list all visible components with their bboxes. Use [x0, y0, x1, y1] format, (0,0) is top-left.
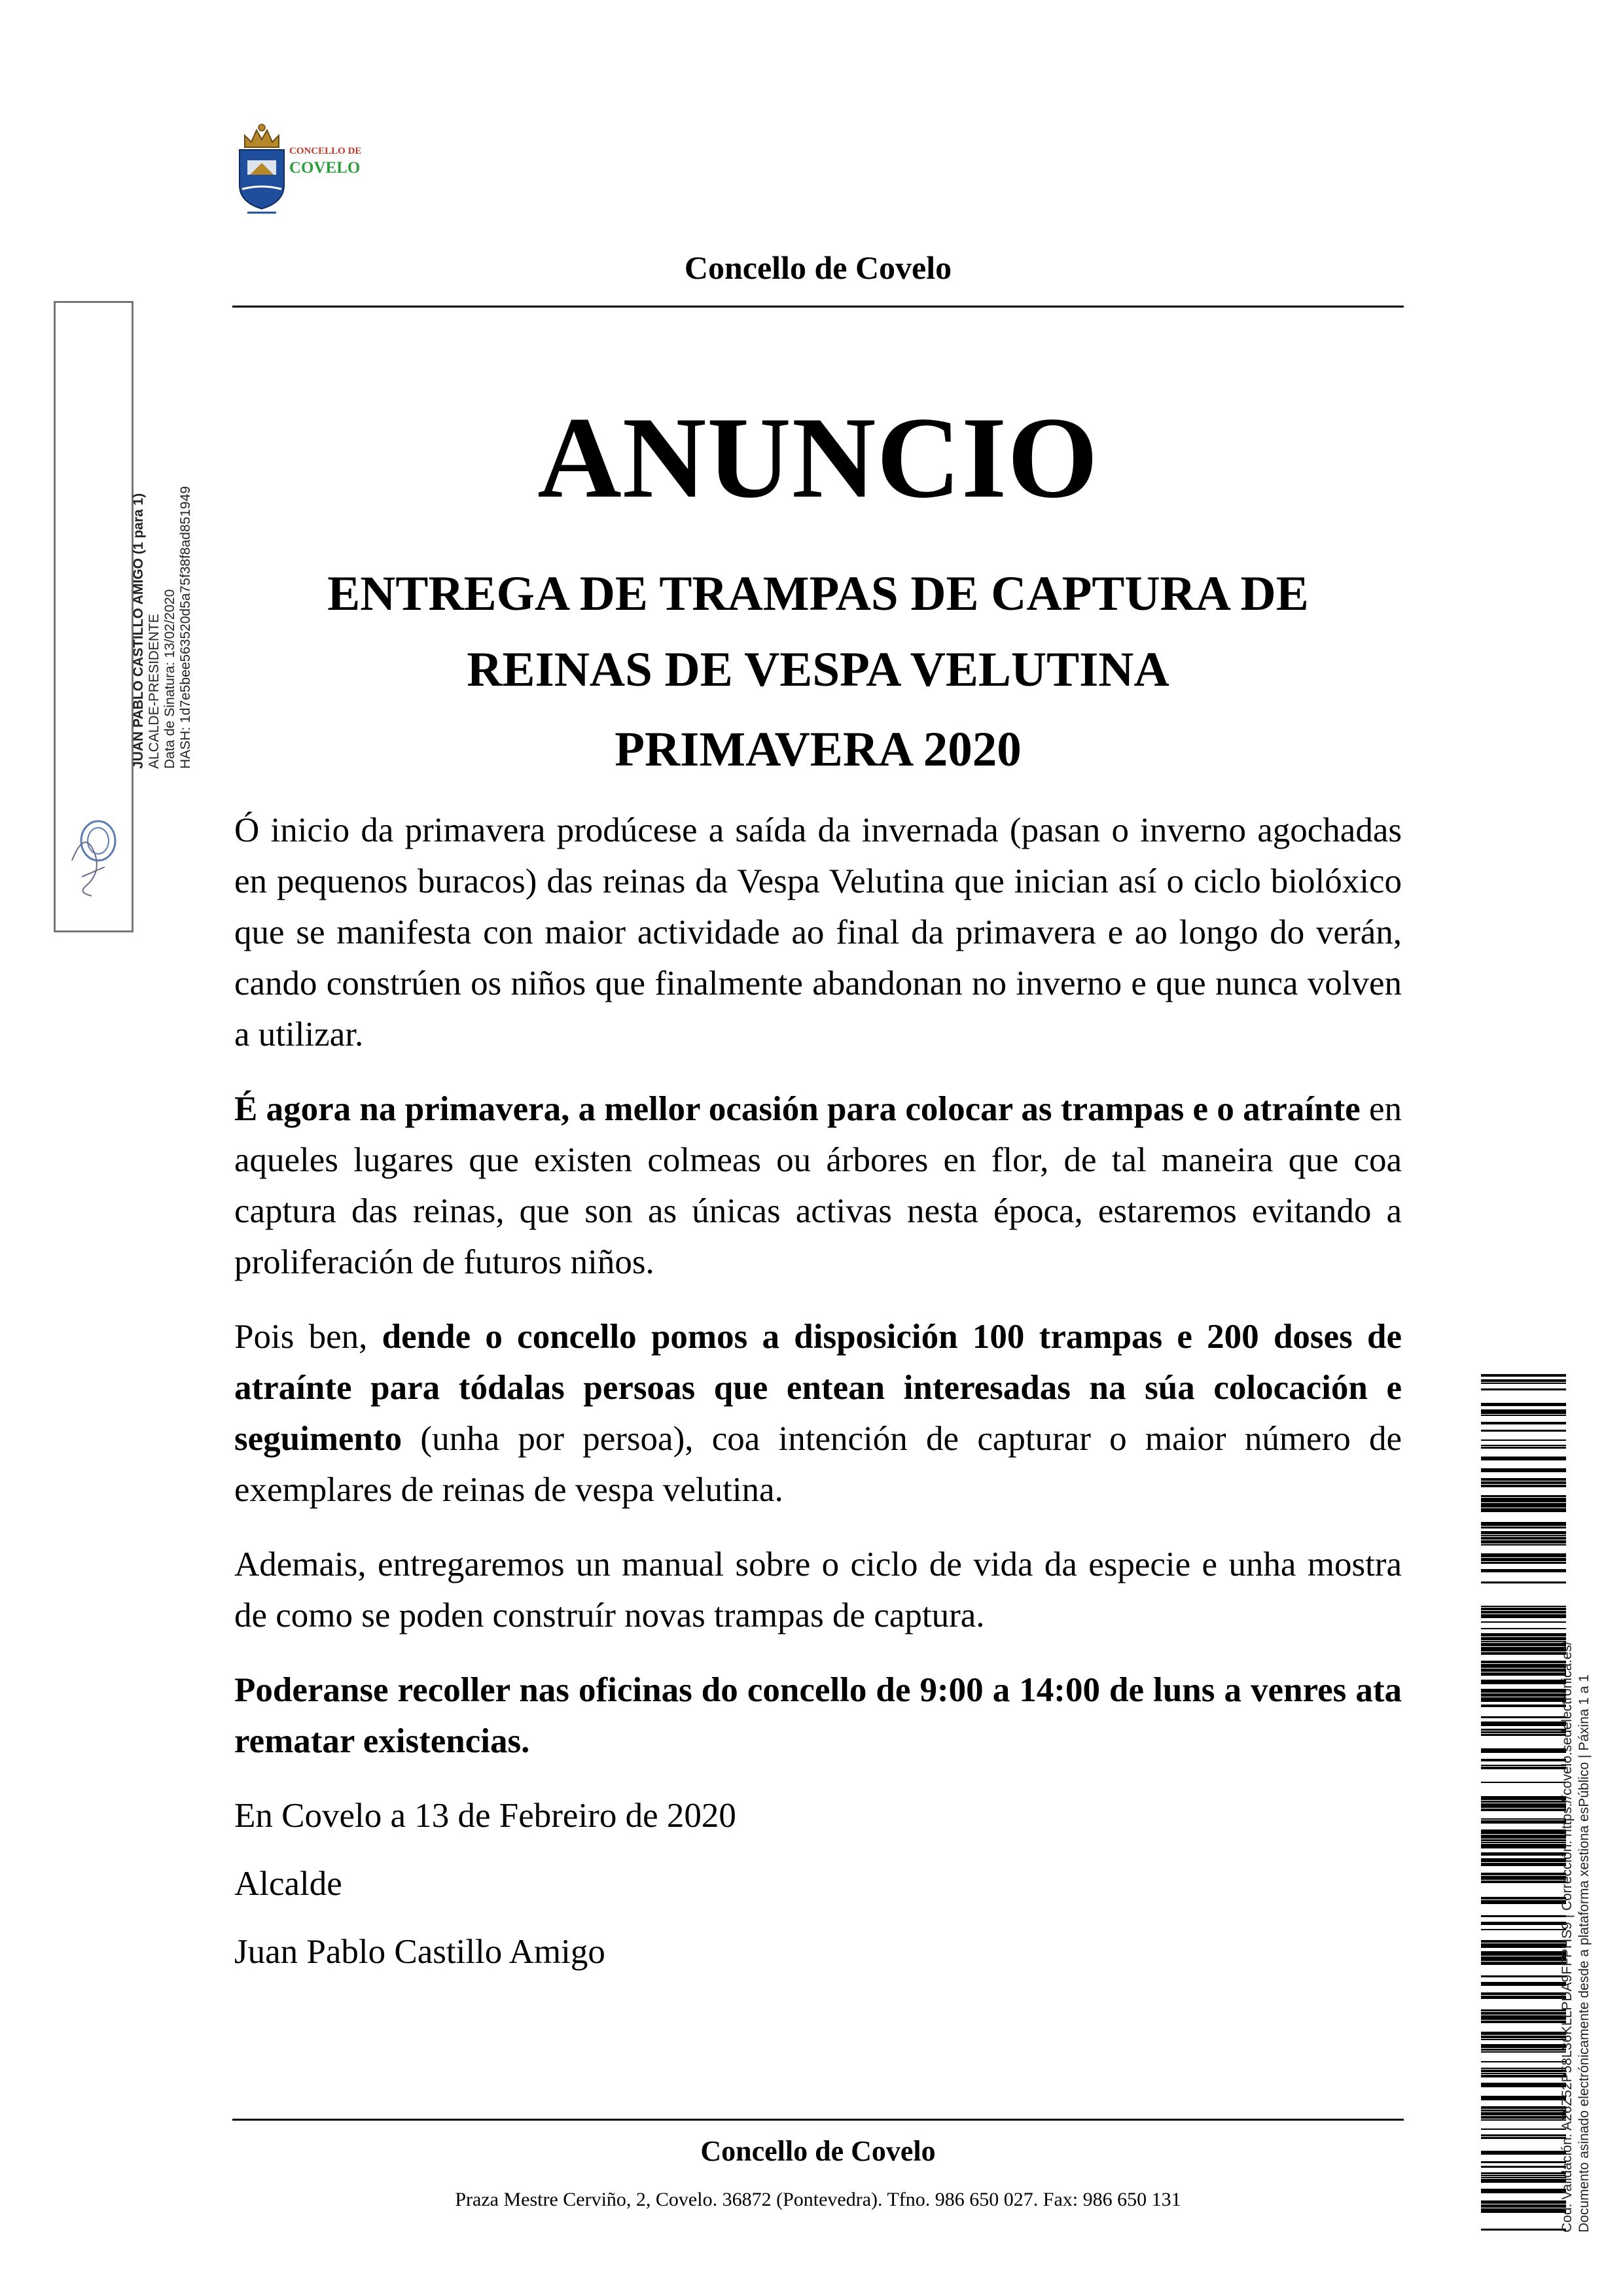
paragraph-intro: Ó inicio da primavera prodúcese a saída da invernada (pasan o inverno agochadas en pequenos buracos) das reinas da Vespa Velutina que inician así o ciclo biolóxico que se manifesta con maior actividade ao final da primavera e ao longo do verán, cando constrúen os niños que finalmente abandonan no inverno e que nunca volven a utilizar.: [234, 811, 1402, 1053]
signature-seal-icon: [65, 815, 122, 900]
date-line: En Covelo a 13 de Febreiro de 2020: [234, 1797, 736, 1835]
paragraph-offer-rest: (unha por persoa), coa intención de capturar o maior número de exemplares de reinas de vespa velutina.: [234, 1420, 1402, 1509]
season-heading: PRIMAVERA 2020: [615, 722, 1022, 777]
paragraph-offer-bold: dende o concello pomos a disposición 100 trampas e 200 doses de atraínte para tódalas persoas que entean interesadas na súa colocación e seguimento: [234, 1318, 1402, 1458]
paragraph-offer: [234, 1311, 1402, 1515]
signatory-name: Juan Pablo Castillo Amigo: [234, 1933, 605, 1971]
logo-text-top: CONCELLO DE: [289, 146, 362, 156]
subtitle-line-2: REINAS DE VESPA VELUTINA: [467, 643, 1169, 697]
paragraph-spring-rest: en aqueles lugares que existen colmeas ou árbores en flor, de tal maneira que coa captura das reinas, que son as únicas activas nesta época, estaremos evitando a proliferación de futuros niños.: [234, 1090, 1402, 1281]
signature-details: [131, 376, 194, 769]
announcement-title: ANUNCIO: [537, 393, 1099, 522]
paragraph-spring-bold: É agora na primavera, a mellor ocasión para colocar as trampas e o atraínte: [234, 1090, 1361, 1128]
logo-text-bottom: COVELO: [289, 159, 361, 177]
footer-address: Praza Mestre Cerviño, 2, Covelo. 36872 (Pontevedra). Tfno. 986 650 027. Fax: 986 650 131: [455, 2189, 1181, 2210]
announcement-body: [234, 805, 1402, 1994]
barcode-icon: [1481, 1374, 1566, 2234]
signature-hash: HASH: 1d7e5bee563520d5a75f38f8ad851949: [178, 486, 193, 769]
concello-logo: [236, 121, 386, 219]
subtitle-line-1: ENTREGA DE TRAMPAS DE CAPTURA DE: [327, 567, 1309, 621]
header-divider: [232, 306, 1404, 308]
footer-title: Concello de Covelo: [700, 2135, 936, 2167]
signature-signer: JUAN PABLO CASTILLO AMIGO (1 para 1): [131, 493, 146, 769]
signature-date: Data de Sinatura: 13/02/2020: [162, 589, 177, 769]
announcement-subtitle: [232, 556, 1404, 708]
signature-role: ALCALDE-PRESIDENTE: [147, 614, 162, 769]
validation-details: [1559, 1513, 1593, 2233]
validation-code: Cod. Validación: A26Z52P58L36KLLPDA9FFPHS9 | Corrección: https://covelo.sedelectronica.es/: [1560, 1641, 1575, 2233]
paragraph-manual: Ademais, entregaremos un manual sobre o ciclo de vida da especie e unha mostra de como se poden construír novas trampas de captura.: [234, 1545, 1402, 1634]
footer-divider: [232, 2119, 1404, 2121]
paragraph-spring: [234, 1084, 1402, 1288]
header-title: Concello de Covelo: [684, 249, 952, 286]
validation-platform: Documento asinado electrónicamente desde a plataforma xestiona esPúblico | Páxina 1 a 1: [1577, 1674, 1592, 2233]
coat-of-arms-icon: [236, 121, 288, 219]
paragraph-offer-start: Pois ben,: [234, 1318, 382, 1356]
signatory-role: Alcalde: [234, 1865, 342, 1903]
paragraph-pickup: Poderanse recoller nas oficinas do concello de 9:00 a 14:00 de luns a venres ata rematar existencias.: [234, 1671, 1402, 1760]
